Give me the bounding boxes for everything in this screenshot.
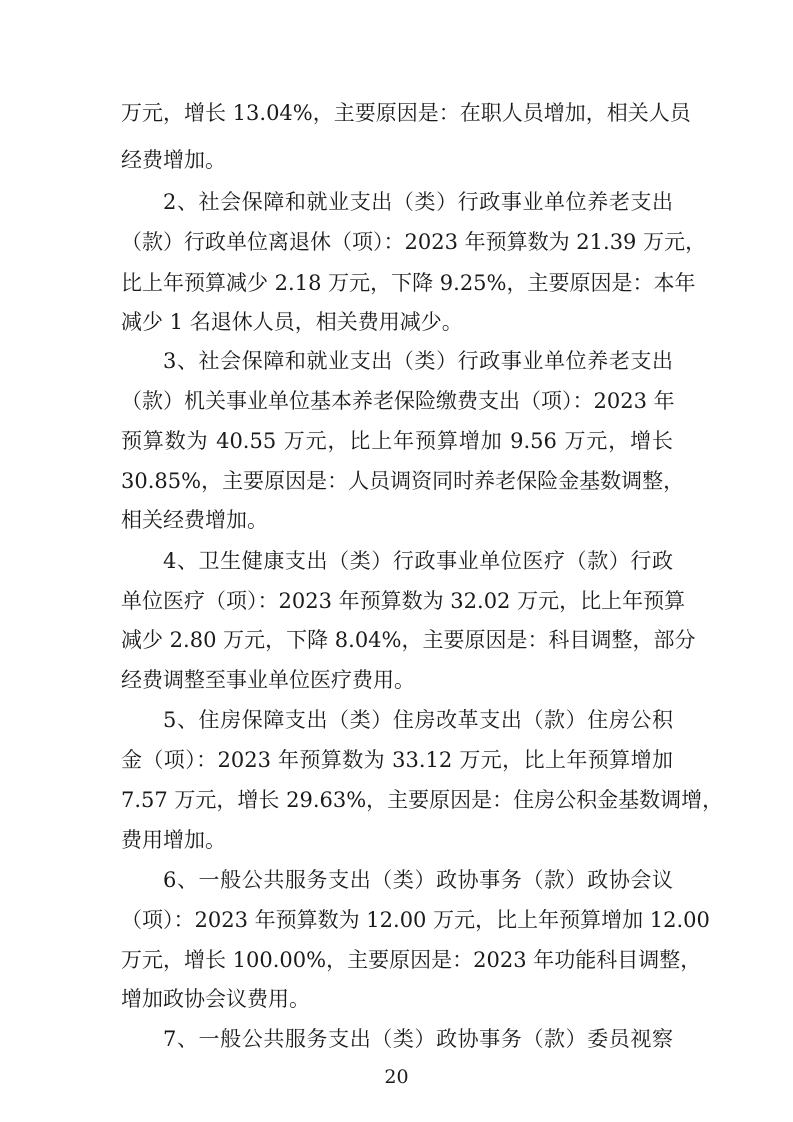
text-line: 4、卫生健康支出（类）行政事业单位医疗（款）行政 — [163, 549, 673, 573]
text-line: （项）：2023 年预算数为 12.00 万元，比上年预算增加 12.00 — [121, 908, 710, 932]
text-line: 7.57 万元，增长 29.63%，主要原因是：住房公积金基数调增， — [121, 788, 724, 812]
text-line: 费用增加。 — [121, 828, 226, 852]
text-line: 7、一般公共服务支出（类）政协事务（款）委员视察 — [163, 1027, 673, 1051]
text-line: 相关经费增加。 — [121, 508, 268, 532]
text-line: 5、住房保障支出（类）住房改革支出（款）住房公积 — [163, 708, 673, 732]
text-line: 30.85%，主要原因是：人员调资同时养老保险金基数调整， — [121, 469, 685, 493]
page-number: 20 — [384, 1066, 409, 1088]
text-line: 6、一般公共服务支出（类）政协事务（款）政协会议 — [163, 868, 673, 892]
text-line: 2、社会保障和就业支出（类）行政事业单位养老支出 — [163, 190, 673, 214]
text-line: 金（项）：2023 年预算数为 33.12 万元，比上年预算增加 — [121, 748, 673, 772]
text-line: 预算数为 40.55 万元，比上年预算增加 9.56 万元，增长 — [121, 429, 673, 453]
text-line: 经费调整至事业单位医疗费用。 — [121, 668, 415, 692]
text-line: 经费增加。 — [121, 148, 226, 172]
text-line: 万元，增长 13.04%，主要原因是：在职人员增加，相关人员 — [121, 101, 691, 125]
text-line: 减少 2.80 万元，下降 8.04%，主要原因是：科目调整，部分 — [121, 628, 696, 652]
text-line: 3、社会保障和就业支出（类）行政事业单位养老支出 — [163, 349, 673, 373]
text-line: 单位医疗（项）：2023 年预算数为 32.02 万元，比上年预算 — [121, 589, 686, 613]
text-line: 万元，增长 100.00%，主要原因是：2023 年功能科目调整， — [121, 948, 702, 972]
text-line: 减少 1 名退休人员，相关费用减少。 — [121, 310, 463, 334]
text-line: （款）机关事业单位基本养老保险缴费支出（项）：2023 年 — [121, 389, 675, 413]
text-line: 增加政协会议费用。 — [121, 987, 310, 1011]
text-line: （款）行政单位离退休（项）：2023 年预算数为 21.39 万元， — [121, 230, 707, 254]
text-line: 比上年预算减少 2.18 万元，下降 9.25%，主要原因是：本年 — [121, 271, 696, 295]
